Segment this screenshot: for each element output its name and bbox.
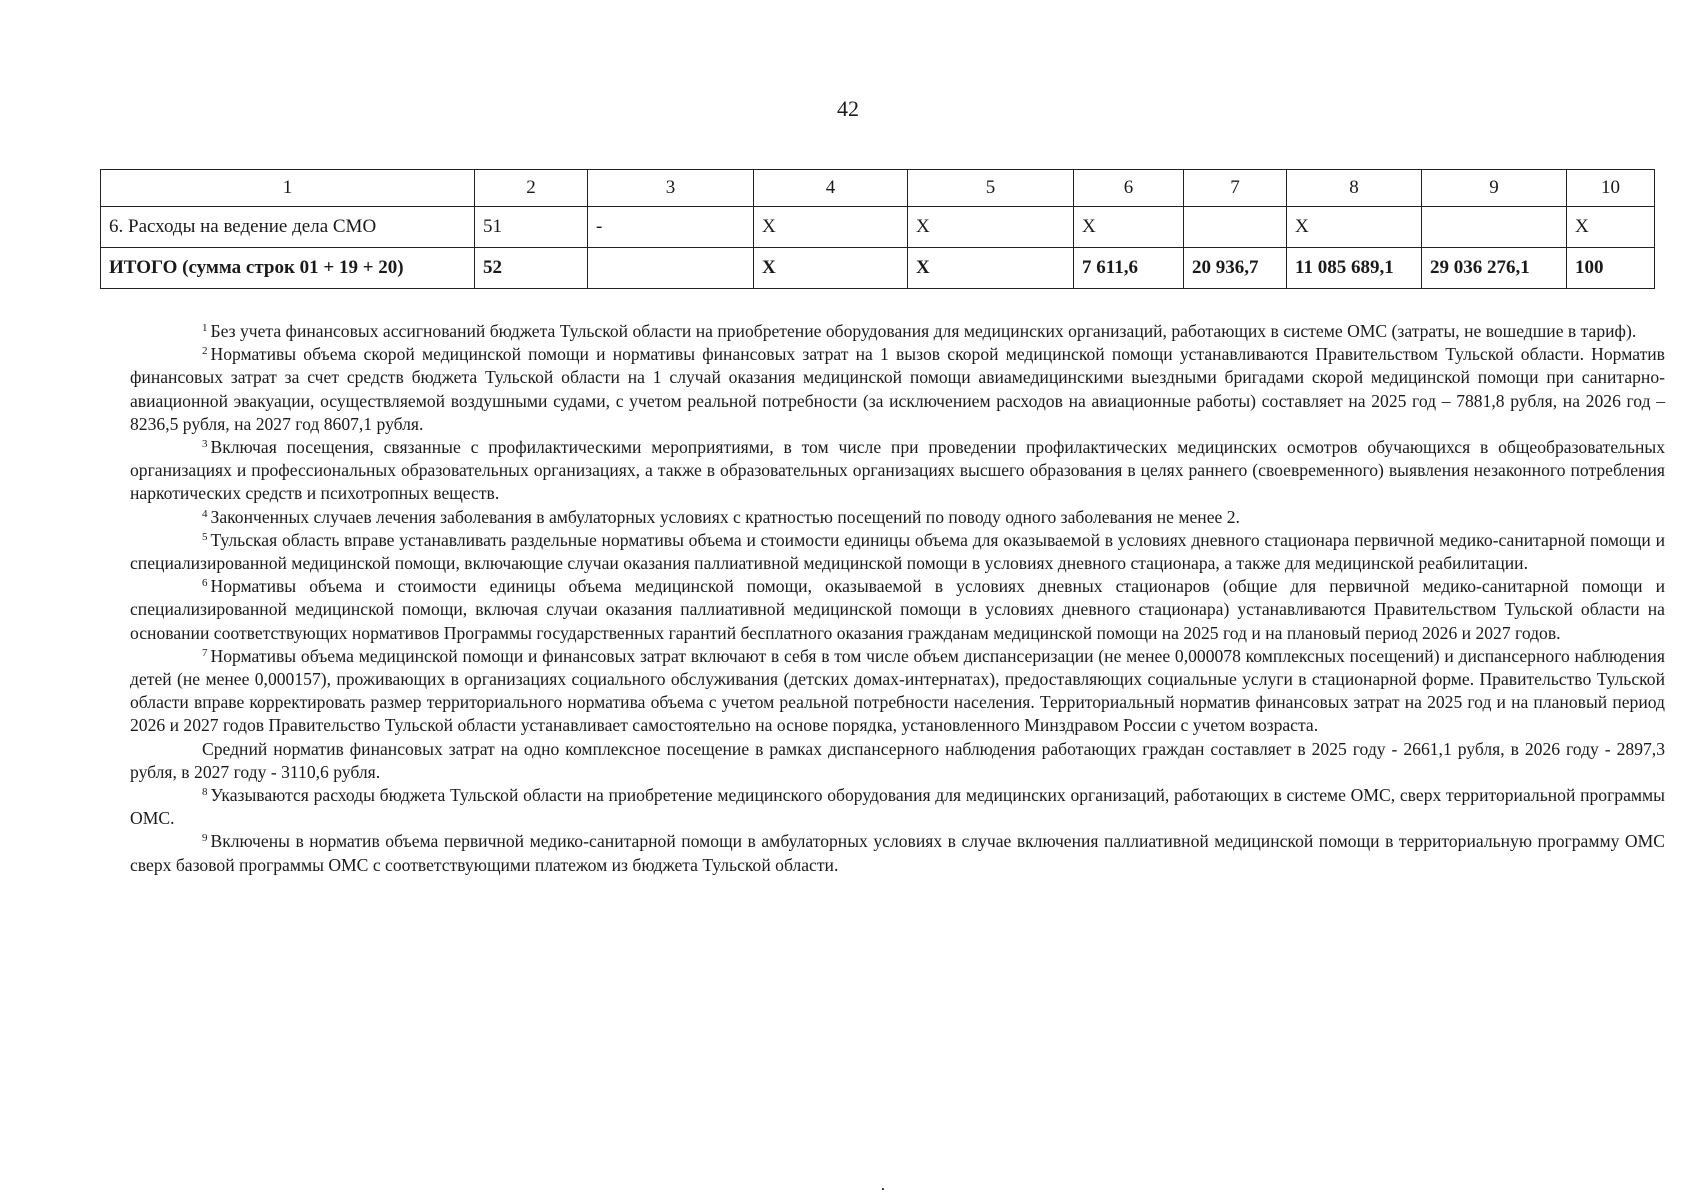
table-cell: X (754, 207, 908, 248)
footnote (130, 830, 1665, 876)
footnote-mark: 2 (202, 345, 208, 358)
footnote-mark: 6 (202, 577, 208, 590)
footnote-text: Нормативы объема медицинской помощи и финансовых затрат включают в себя в том числе объем диспансеризации (не менее 0,000078 комплексных посещений) и диспансерного наблюдения детей (не менее 0,000157), проживающих в организациях социального обслуживания (детских домах-интернатах), предоставляющих социальные услуги в стационарной форме. Правительство Тульской области вправе корректировать размер территориального норматива объема с учетом реальной потребности населения. Территориальный норматив финансовых затрат на 2025 год и на плановый период 2026 и 2027 годов Правительство Тульской области устанавливает самостоятельно на основе порядка, установленного Минздравом России с учетом возраста. (130, 645, 1665, 736)
column-header: 3 (588, 170, 754, 207)
footnote-text: Нормативы объема скорой медицинской помощи и нормативы финансовых затрат на 1 вызов скорой медицинской помощи устанавливаются Правительством Тульской области. Норматив финансовых затрат за счет средств бюджета Тульской области на 1 случай оказания медицинской помощи авиамедицинскими выездными бригадами скорой медицинской помощи при санитарно-авиационной эвакуации, осуществляемой воздушными судами, с учетом реальной потребности (за исключением расходов на авиационные работы) составляет на 2025 год – 7881,8 рубля, на 2026 год – 8236,5 рубля, на 2027 год 8607,1 рубля. (130, 344, 1665, 434)
table-cell: X (1074, 207, 1184, 248)
footnote-mark: 7 (202, 646, 208, 659)
table-cell (588, 248, 754, 289)
footnote (130, 320, 1665, 343)
column-header: 6 (1074, 170, 1184, 207)
table-cell: 7 611,6 (1074, 248, 1184, 289)
footnote (130, 738, 1665, 784)
footnote-mark: 4 (202, 507, 208, 520)
footnote-text: Нормативы объема и стоимости единицы объема медицинской помощи, оказываемой в условиях дневных стационаров (общие для первичной медико-санитарной помощи и специализированной медицинской помощи, включая случаи оказания паллиативной медицинской помощи в условиях дневного стационара) устанавливаются Правительством Тульской области на основании соответствующих нормативов Программы государственных гарантий бесплатного оказания гражданам медицинской помощи на 2025 год и на плановый период 2026 и 2027 годов. (130, 576, 1665, 643)
table-cell (1184, 207, 1287, 248)
table-cell: X (1287, 207, 1422, 248)
footnotes (130, 320, 1665, 877)
footnote-mark: 5 (202, 530, 208, 543)
table-cell: X (908, 207, 1074, 248)
table-cell: - (588, 207, 754, 248)
data-table (100, 169, 1655, 289)
table-cell: X (1567, 207, 1655, 248)
footnote-text: Законченных случаев лечения заболевания в амбулаторных условиях с кратностью посещений по поводу одного заболевания не менее 2. (210, 506, 1240, 527)
table-cell: 51 (475, 207, 588, 248)
column-header: 2 (475, 170, 588, 207)
column-header: 1 (101, 170, 475, 207)
table-cell: 11 085 689,1 (1287, 248, 1422, 289)
footnote-text: Включены в норматив объема первичной медико-санитарной помощи в амбулаторных условиях в случае включения паллиативной медицинской помощи в территориальную программу ОМС сверх базовой программы ОМС с соответствующими платежом из бюджета Тульской области. (130, 831, 1665, 875)
footnote (130, 506, 1665, 529)
table-cell: 20 936,7 (1184, 248, 1287, 289)
table-cell: 52 (475, 248, 588, 289)
column-header: 4 (754, 170, 908, 207)
table-cell: X (908, 248, 1074, 289)
footnote-mark: 3 (202, 438, 208, 451)
page-mark (882, 1188, 884, 1190)
footnote-text: Указываются расходы бюджета Тульской области на приобретение медицинского оборудования для медицинских организаций, работающих в системе ОМС, сверх территориальной программы ОМС. (130, 785, 1665, 829)
column-header: 8 (1287, 170, 1422, 207)
footnote-text: Тульская область вправе устанавливать раздельные нормативы объема и стоимости единицы объема для оказываемой в условиях дневного стационара первичной медико-санитарной помощи и специализированной медицинской помощи, включающие случаи оказания паллиативной медицинской помощи в условиях дневного стационара, а также для медицинской реабилитации. (130, 529, 1665, 574)
column-header: 5 (908, 170, 1074, 207)
footnote-text: Средний норматив финансовых затрат на одно комплексное посещение в рамках диспансерного наблюдения работающих граждан составляет в 2025 году - 2661,1 рубля, в 2026 году - 2897,3 рубля, в 2027 году - 3110,6 рубля. (130, 738, 1665, 782)
footnote (130, 784, 1665, 830)
footnote (130, 575, 1665, 645)
footnote (130, 529, 1665, 575)
table-cell (1422, 207, 1567, 248)
footnote-mark: 9 (202, 832, 208, 845)
footnote-text: Включая посещения, связанные с профилактическими мероприятиями, в том числе при проведении профилактических медицинских осмотров обучающихся в общеобразовательных организациях и профессиональных образовательных организациях, а также в образовательных организациях высшего образования в целях раннего (своевременного) выявления незаконного потребления наркотических средств и психотропных веществ. (130, 437, 1665, 504)
table-cell: X (754, 248, 908, 289)
column-header: 7 (1184, 170, 1287, 207)
footnote (130, 436, 1665, 506)
table-row (101, 248, 1655, 289)
footnote-text: Без учета финансовых ассигнований бюджета Тульской области на приобретение оборудования для медицинских организаций, работающих в системе ОМС (затраты, не вошедшие в тариф). (210, 321, 1637, 341)
table-header-row (101, 170, 1655, 207)
column-header: 9 (1422, 170, 1567, 207)
table-cell: 100 (1567, 248, 1655, 289)
table-row (101, 207, 1655, 248)
page-number: 42 (837, 96, 859, 121)
footnote-mark: 1 (202, 322, 208, 334)
table-cell: 6. Расходы на ведение дела СМО (101, 207, 475, 248)
column-header: 10 (1567, 170, 1655, 207)
footnote (130, 343, 1665, 436)
table-cell: ИТОГО (сумма строк 01 + 19 + 20) (101, 248, 475, 289)
footnote-mark: 8 (202, 786, 208, 799)
footnote (130, 645, 1665, 738)
table-cell: 29 036 276,1 (1422, 248, 1567, 289)
